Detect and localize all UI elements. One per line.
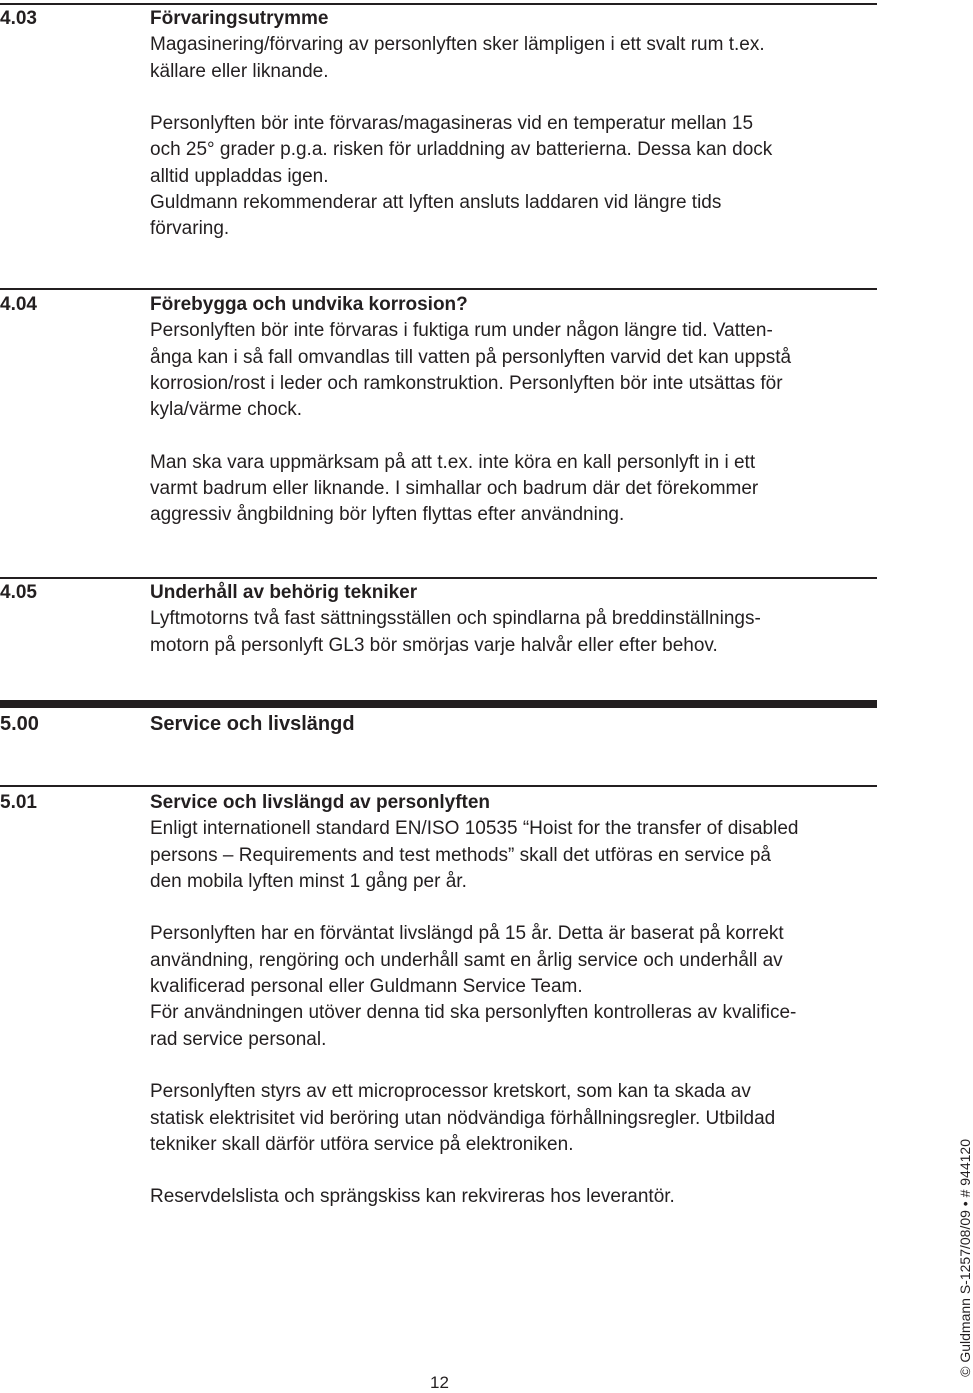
section-divider [0,577,877,579]
paragraph [150,1079,900,1158]
text-line: Personlyften styrs av ett microprocessor kretskort, som kan ta skada av [150,1081,751,1103]
section-title: Underhåll av behörig tekniker [150,582,418,603]
text-line: användning, rengöring och underhåll samt en årlig service och underhåll av [150,949,783,971]
paragraph [150,32,900,85]
text-line: Lyftmotorns två fast sättningsställen och spindlarna på breddinställnings- [150,608,761,630]
text-line: motorn på personlyft GL3 bör smörjas varje halvår eller efter behov. [150,634,718,656]
section-title: Förvaringsutrymme [150,8,329,29]
chapter-number: 5.00 [0,713,39,735]
text-line: Guldmann rekommenderar att lyften ansluts laddaren vid längre tids [150,192,722,214]
text-line: förvaring. [150,218,230,240]
text-line: alltid uppladdas igen. [150,165,329,187]
text-line: rad service personal. [150,1028,327,1050]
paragraph [150,606,900,659]
text-line: ånga kan i så fall omvandlas till vatten på personlyften varvid det kan uppstå [150,346,792,368]
chapter-title: Service och livslängd [150,713,355,735]
text-line: Personlyften bör inte förvaras i fuktiga rum under någon längre tid. Vatten- [150,320,773,342]
paragraph [150,921,900,1000]
section-number: 4.04 [0,294,37,315]
text-line: Enligt internationell standard EN/ISO 10535 “Hoist for the transfer of disabled [150,818,799,840]
section-divider [0,785,877,787]
text-line: kyla/värme chock. [150,399,303,421]
section-divider [0,288,877,290]
text-line: Man ska vara uppmärksam på att t.ex. inte köra en kall personlyft in i ett [150,451,756,473]
paragraph [150,111,900,242]
text-line: och 25° grader p.g.a. risken för urladdning av batterierna. Dessa kan dock [150,139,773,161]
copyright-side-note: © Guldmann S-1257/08/09 • # 944120 [957,1139,973,1377]
paragraph [150,816,900,895]
text-line: varmt badrum eller liknande. I simhallar och badrum där det förekommer [150,478,759,500]
section-title: Service och livslängd av personlyften [150,792,491,813]
text-line: För användningen utöver denna tid ska personlyften kontrolleras av kvalifice- [150,1002,797,1024]
section-5-01 [0,790,900,1211]
section-divider-top [0,3,877,5]
text-line: den mobila lyften minst 1 gång per år. [150,870,467,892]
paragraph [150,1184,900,1210]
chapter-divider [0,700,877,708]
section-title: Förebygga och undvika korrosion? [150,294,468,315]
paragraph [150,450,900,529]
text-line: korrosion/rost i leder och ramkonstruktion. Personlyften bör inte utsättas för [150,372,783,394]
text-line: Magasinering/förvaring av personlyften sker lämpligen i ett svalt rum t.ex. [150,34,765,56]
paragraph [150,318,900,423]
paragraph [150,1000,900,1053]
text-line: Reservdelslista och sprängskiss kan rekvireras hos leverantör. [150,1186,675,1208]
text-line: källare eller liknande. [150,60,329,82]
text-line: statisk elektrisitet vid beröring utan nödvändiga förhållningsregler. Utbildad [150,1107,776,1129]
chapter-5-00 [0,711,900,737]
section-number: 4.05 [0,582,37,603]
section-4-03 [0,6,900,243]
text-line: persons – Requirements and test methods” skall det utföras en service på [150,844,771,866]
text-line: aggressiv ångbildning bör lyften flyttas efter användning. [150,504,625,526]
section-4-04 [0,292,900,529]
section-number: 4.03 [0,8,37,29]
text-line: Personlyften bör inte förvaras/magasineras vid en temperatur mellan 15 [150,113,754,135]
page-number: 12 [430,1373,449,1392]
text-line: tekniker skall därför utföra service på elektroniken. [150,1133,574,1155]
section-4-05 [0,580,900,659]
section-number: 5.01 [0,792,37,813]
text-line: kvalificerad personal eller Guldmann Service Team. [150,976,583,998]
text-line: Personlyften har en förväntat livslängd på 15 år. Detta är baserat på korrekt [150,923,784,945]
